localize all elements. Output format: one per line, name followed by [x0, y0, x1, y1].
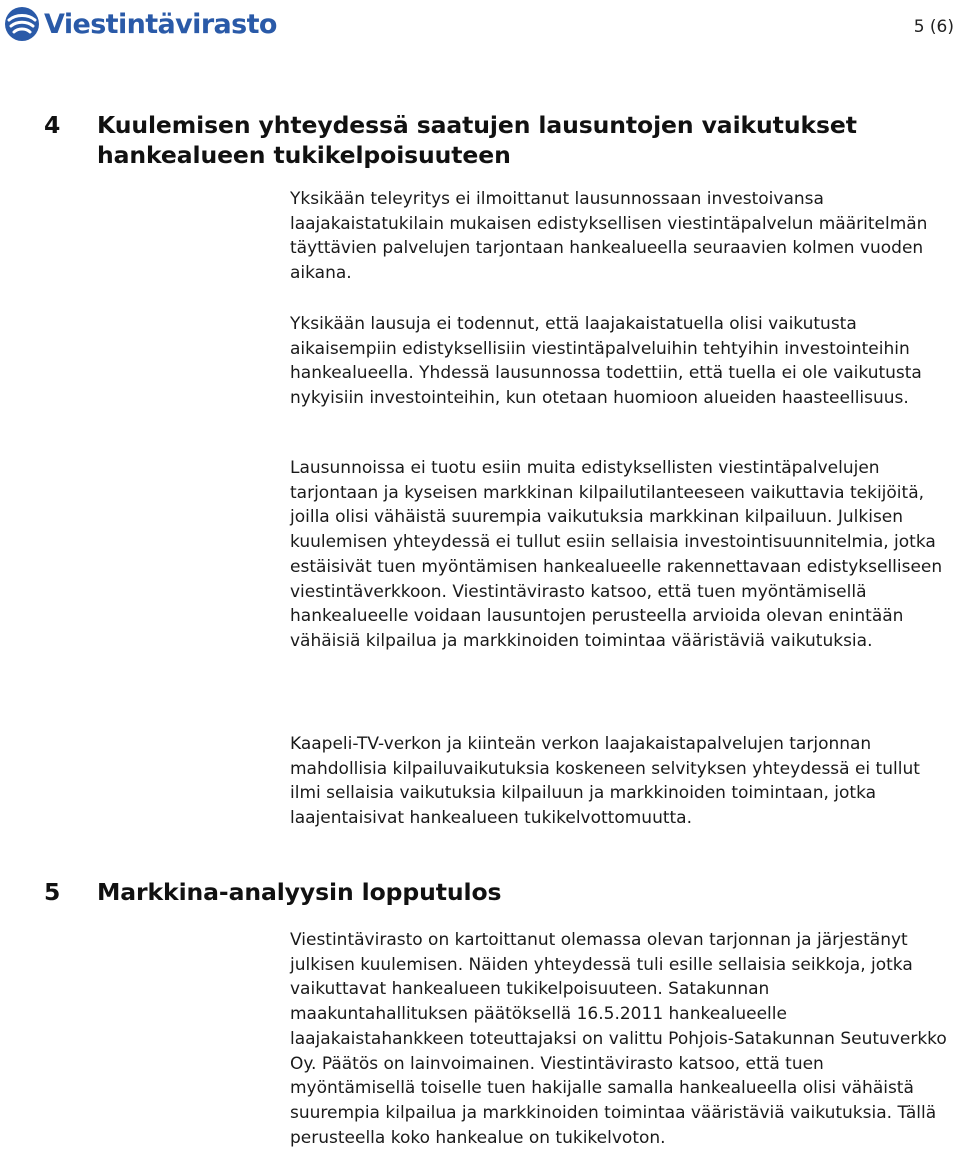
section-5-title: Markkina-analyysin lopputulos: [97, 878, 502, 906]
section-4-paragraph-4: Kaapeli-TV-verkon ja kiinteän verkon laajakaistapalvelujen tarjonnan mahdollisia kilpailuvaikutuksia koskeneen selvityksen yhteydessä ei tullut ilmi sellaisia vaikutuksia kilpailuun ja markkinoiden toimintaan, jotka laajentaisivat hankealueen tukikelvottomuutta.: [290, 734, 920, 829]
logo-mark-icon: [4, 6, 40, 42]
section-4-paragraph-2: Yksikään lausuja ei todennut, että laajakaistatuella olisi vaikutusta aikaisempiin edistyksellisiin viestintäpalveluihin tehtyihin investointeihin hankealueella. Yhdessä lausunnossa todettiin, että tuella ei ole vaikutusta nykyisiin investointeihin, kun otetaan huomioon alueiden haasteellisuus.: [290, 314, 922, 409]
section-4-heading: [44, 110, 917, 170]
section-4-paragraph-3: Lausunnoissa ei tuotu esiin muita edistyksellisten viestintäpalvelujen tarjontaan ja kyseisen markkinan kilpailutilanteeseen vaikuttavia tekijöitä, joilla olisi vähäistä suurempia vaikutuksia markkinan kilpailuun. Julkisen kuulemisen yhteydessä ei tullut esiin sellaisia investointisuunnitelmia, jotka estäisivät tuen myöntämisen hankealueelle rakennettavaan edistykselliseen viestintäverkkoon. Viestintävirasto katsoo, että tuen myöntämisellä hankealueelle voidaan lausuntojen perusteella arvioida olevan enintään vähäisiä kilpailua ja markkinoiden toimintaa vääristäviä vaikutuksia.: [290, 458, 943, 651]
page-header: [0, 0, 960, 48]
logo-wordmark: Viestintävirasto: [44, 8, 277, 40]
section-5-paragraph-1: Viestintävirasto on kartoittanut olemassa olevan tarjonnan ja järjestänyt julkisen kuulemisen. Näiden yhteydessä tuli esille sellaisia seikkoja, jotka vaikuttavat hankealueen tukikelpoisuuteen. Satakunnan maakuntahallituksen päätöksellä 16.5.2011 hankealueelle laajakaistahankkeen toteuttajaksi on valittu Pohjois-Satakunnan Seutuverkko Oy. Päätös on lainvoimainen. Viestintävirasto katsoo, että tuen myöntämisellä toiselle tuen hakijalle samalla hankealueella olisi vähäistä suurempia kilpailua ja markkinoiden toimintaa vääristäviä vaikutuksia. Tällä perusteella koko hankealue on tukikelvoton.: [290, 930, 947, 1148]
section-5-number: 5: [44, 878, 61, 906]
section-5-heading: [44, 877, 917, 907]
section-4-title: Kuulemisen yhteydessä saatujen lausuntojen vaikutukset hankealueen tukikelpoisuuteen: [97, 111, 857, 169]
section-4-paragraph-1: Yksikään teleyritys ei ilmoittanut lausunnossaan investoivansa laajakaistatukilain mukaisen edistyksellisen viestintäpalvelun määritelmän täyttävien palvelujen tarjontaan hankealueella seuraavien kolmen vuoden aikana.: [290, 189, 928, 284]
section-4-number: 4: [44, 111, 61, 139]
page-number: 5 (6): [913, 17, 954, 37]
agency-logo: [4, 4, 277, 44]
